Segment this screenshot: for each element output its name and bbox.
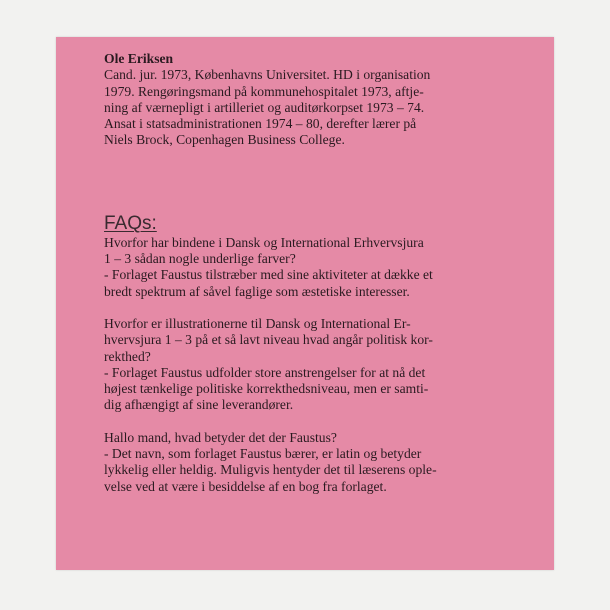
- faq-question-line: Hallo mand, hvad betyder det der Faustus?: [104, 429, 337, 445]
- bio-line: 1979. Rengøringsmand på kommunehospitalet 1973, aftje-: [104, 83, 424, 99]
- spacer: [104, 149, 544, 213]
- book-back-cover: [56, 37, 554, 570]
- faq-answer-line: højest tænkelige politiske korrekthedsniveau, men er samti-: [104, 381, 429, 397]
- faq-answer-line: - Det navn, som forlaget Faustus bærer, er latin og betyder: [104, 446, 422, 462]
- faq-answer-line: bredt spektrum af såvel faglige som æstetiske interesser.: [104, 283, 410, 299]
- faq-answer-line: velse ved at være i besiddelse af en bog fra forlaget.: [104, 478, 387, 494]
- spacer: [104, 414, 544, 430]
- bio-line: Ansat i statsadministrationen 1974 – 80, derefter lærer på: [104, 116, 417, 132]
- faq-question-line: hvervsjura 1 – 3 på et så lavt niveau hvad angår politisk kor-: [104, 332, 433, 348]
- faq-answer-line: - Forlaget Faustus udfolder store anstrengelser for at nå det: [104, 364, 426, 380]
- faq-question-line: 1 – 3 sådan nogle underlige farver?: [104, 251, 296, 267]
- bio-line: Cand. jur. 1973, Københavns Universitet. HD i organisation: [104, 67, 431, 83]
- author-name: Ole Eriksen: [104, 51, 174, 66]
- faq-heading: FAQs:: [104, 212, 157, 234]
- spacer: [104, 300, 544, 316]
- faq-answer-line: - Forlaget Faustus tilstræber med sine aktiviteter at dække et: [104, 267, 433, 283]
- bio-line: Niels Brock, Copenhagen Business College.: [104, 132, 345, 148]
- cover-text: [104, 51, 544, 495]
- faq-question-line: Hvorfor har bindene i Dansk og International Erhvervsjura: [104, 234, 424, 250]
- faq-question-line: Hvorfor er illustrationerne til Dansk og International Er-: [104, 315, 411, 331]
- faq-question-line: rekthed?: [104, 348, 151, 364]
- faq-answer-line: dig afhængigt af sine leverandører.: [104, 397, 294, 413]
- faq-answer-line: lykkelig eller heldig. Muligvis hentyder det til læserens ople-: [104, 462, 437, 478]
- bio-line: ning af værnepligt i artilleriet og auditørkorpset 1973 – 74.: [104, 99, 425, 115]
